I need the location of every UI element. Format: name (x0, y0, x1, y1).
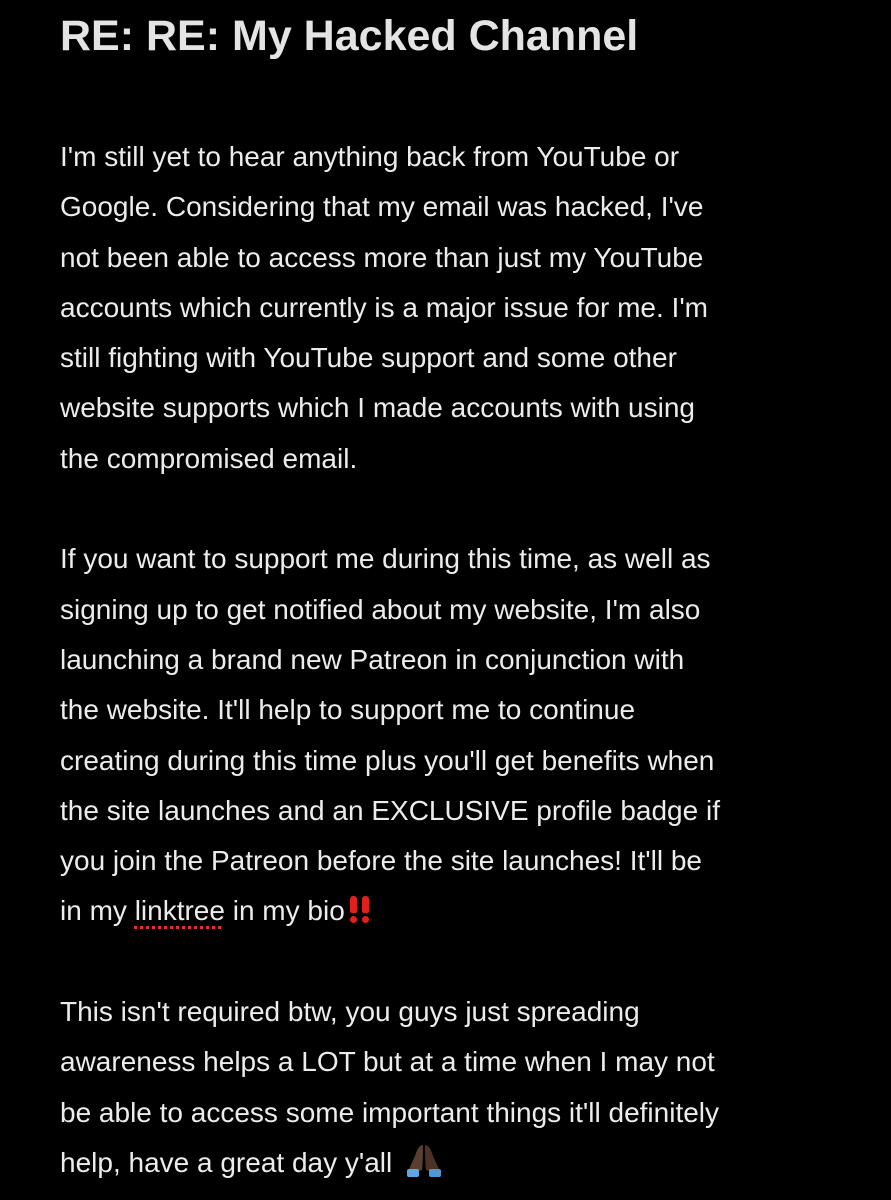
body-line: creating during this time plus you'll get benefits when (60, 744, 715, 776)
body-text-segment: in my (60, 895, 135, 927)
folded-hands-icon (404, 1142, 444, 1178)
misspelled-word[interactable]: linktree (134, 895, 225, 927)
body-text-segment: in my bio (224, 895, 345, 927)
body-line: If you want to support me during this time, as well as (60, 543, 711, 575)
body-line: the compromised email. (60, 442, 358, 474)
double-exclamation-icon (347, 896, 373, 922)
body-line: This isn't required btw, you guys just spreading (60, 996, 640, 1028)
note-body[interactable] (60, 132, 860, 1188)
body-line: website supports which I made accounts with using (60, 392, 695, 424)
body-line: Google. Considering that my email was hacked, I've (60, 191, 704, 223)
paragraph-break (60, 484, 860, 534)
body-line: still fighting with YouTube support and some other (60, 342, 677, 374)
body-line: the site launches and an EXCLUSIVE profile badge if (60, 794, 720, 826)
body-line (60, 1138, 860, 1188)
body-text-segment: help, have a great day y'all (60, 1146, 401, 1178)
paragraph-break (60, 937, 860, 987)
body-line: launching a brand new Patreon in conjunction with (60, 643, 685, 675)
note-title[interactable]: RE: RE: My Hacked Channel (60, 12, 639, 60)
body-line (60, 886, 860, 936)
body-line: the website. It'll help to support me to continue (60, 694, 636, 726)
body-line: you join the Patreon before the site launches! It'll be (60, 845, 702, 877)
note-view (60, 0, 860, 1188)
body-line: signing up to get notified about my website, I'm also (60, 593, 701, 625)
body-line: accounts which currently is a major issue for me. I'm (60, 291, 709, 323)
body-line: be able to access some important things it'll definitely (60, 1096, 720, 1128)
body-line: awareness helps a LOT but at a time when I may not (60, 1046, 715, 1078)
body-line: I'm still yet to hear anything back from YouTube or (60, 141, 680, 172)
body-line: not been able to access more than just my YouTube (60, 241, 704, 273)
